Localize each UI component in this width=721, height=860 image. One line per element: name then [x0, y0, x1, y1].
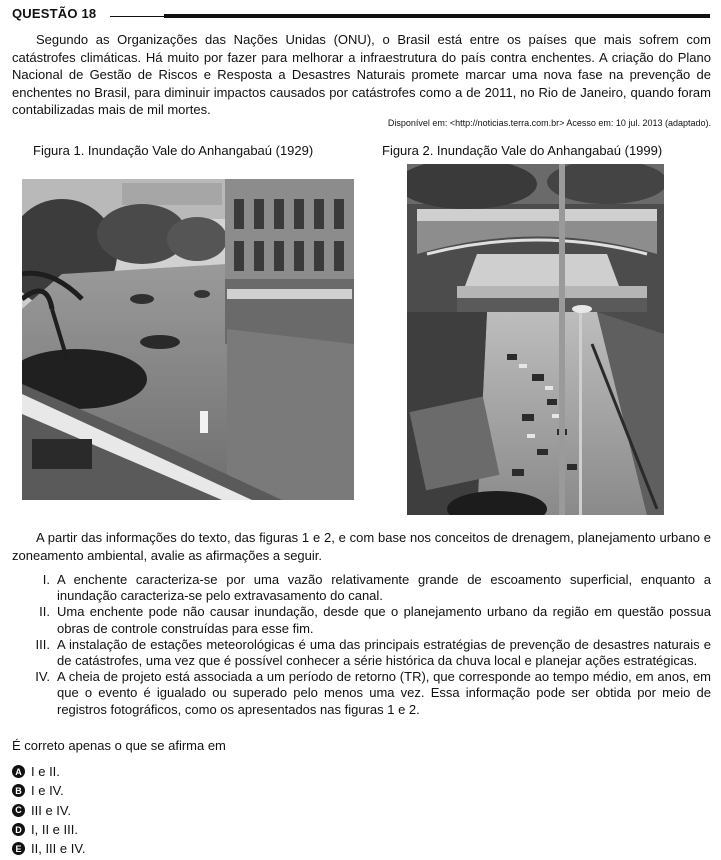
statements-list: [12, 572, 711, 718]
option-text: I e II.: [31, 764, 60, 780]
option-text: II, III e IV.: [31, 841, 86, 857]
intro-paragraph: Segundo as Organizações das Nações Unidas (ONU), o Brasil está entre os países que mais sofrem com catástrofes climáticas. Há muito por fazer para melhorar a infraestrutura do país contra enchentes. A criação do Plano Nacional de Gestão de Riscos e Resposta a Desastres Naturais promete marcar uma nova fase na prevenção de enchentes no Brasil, para diminuir impactos causados por catástrofes como a de 2011, no Rio de Janeiro, quando foram contabilizadas mais de mil mortes.: [12, 32, 711, 117]
title-rule-thin: [110, 16, 165, 17]
option-letter-badge: B: [12, 784, 25, 797]
figure2-photo: [407, 164, 664, 515]
statement-text: Uma enchente pode não causar inundação, desde que o planejamento urbano da região em questão possua obras de controle construídas para esse fim.: [57, 604, 711, 636]
option-e[interactable]: [12, 839, 85, 858]
option-d[interactable]: [12, 820, 85, 839]
statement-3: [12, 637, 711, 669]
statement-text: A cheia de projeto está associada a um período de retorno (TR), que corresponde ao tempo médio, em anos, em que o evento é igualado ou superado pelo menos uma vez. Essa informação pode ser obtida por meio de registros fotográficos, como os apresentados nas figuras 1 e 2.: [57, 669, 711, 717]
statement-2: [12, 604, 711, 636]
option-letter-badge: A: [12, 765, 25, 778]
statement-text: A instalação de estações meteorológicas é uma das principais estratégias de prevenção de desastres naturais e de catástrofes, uma vez que é possível conhecer a série histórica da chuva local e planejar ações estratégicas.: [57, 636, 711, 669]
statement-4: [12, 669, 711, 718]
figure2-caption: Figura 2. Inundação Vale do Anhangabaú (1999): [382, 143, 663, 158]
statement-number: IV.: [35, 669, 50, 685]
option-text: III e IV.: [31, 802, 71, 818]
option-b[interactable]: [12, 781, 85, 800]
statement-text: A enchente caracteriza-se por uma vazão relativamente grande de escoamento superficial, enquanto a inundação caracteriza-se pelo extravasamento do canal.: [57, 572, 711, 604]
option-c[interactable]: [12, 801, 85, 820]
question-title: QUESTÃO 18: [12, 6, 97, 21]
option-text: I, II e III.: [31, 822, 78, 838]
statement-number: II.: [39, 604, 50, 620]
option-a[interactable]: [12, 762, 85, 781]
option-text: I e IV.: [31, 783, 64, 799]
statement-number: III.: [35, 636, 50, 652]
statement-number: I.: [42, 572, 50, 587]
question-stem: A partir das informações do texto, das figuras 1 e 2, e com base nos conceitos de drenagem, planejamento urbano e zoneamento ambiental, avalie as afirmações a seguir.: [12, 530, 711, 563]
closing-prompt: É correto apenas o que se afirma em: [12, 738, 226, 753]
title-rule-thick: [164, 14, 710, 18]
option-letter-badge: D: [12, 823, 25, 836]
statement-1: [12, 572, 711, 604]
figure1-caption: Figura 1. Inundação Vale do Anhangabaú (1929): [33, 143, 314, 158]
option-letter-badge: E: [12, 842, 25, 855]
option-letter-badge: C: [12, 804, 25, 817]
source-citation: Disponível em: <http://noticias.terra.com.br> Acesso em: 10 jul. 2013 (adaptado).: [387, 118, 711, 128]
figure1-photo: [22, 179, 354, 500]
answer-options: [12, 762, 85, 858]
